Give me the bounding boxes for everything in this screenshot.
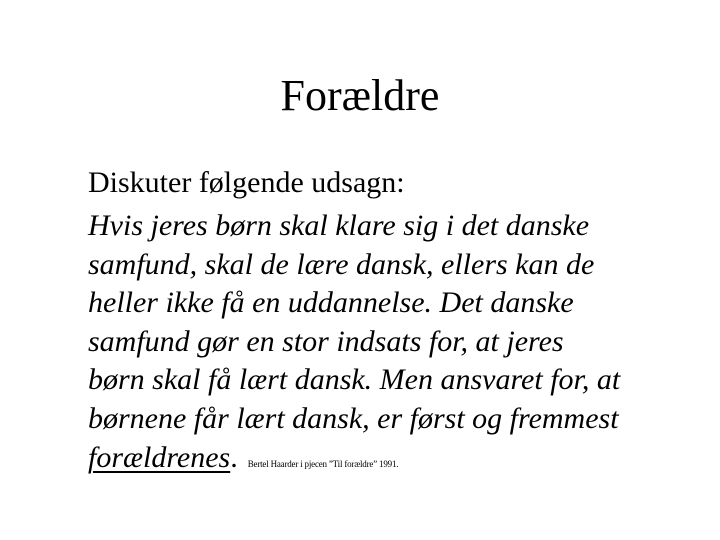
discussion-prompt: Diskuter følgende udsagn: [88,166,405,199]
quote-line-6: børnene får lært dansk, er først og fremmest [88,401,619,435]
quote-line-1: Hvis jeres børn skal klare sig i det danske [88,209,590,242]
quote-line-7 [88,439,688,478]
slide-title: Forældre [280,71,440,120]
quote-end-punctuation: . [230,440,238,474]
quote-line-2: samfund, skal de lære dansk, ellers kan de [88,247,595,281]
quote-line-3: heller ikke få en uddannelse. Det danske [88,286,574,320]
quote-emphasized-word: forældrenes [88,440,231,474]
quote-source-citation: Bertel Haarder i pjecen ”Til forældre” 1991. [247,458,399,469]
quote-block [88,207,688,477]
quote-line-4: samfund gør en stor indsats for, at jeres [88,324,564,358]
quote-line-5: børn skal få lært dansk. Men ansvaret for, at [88,363,621,397]
